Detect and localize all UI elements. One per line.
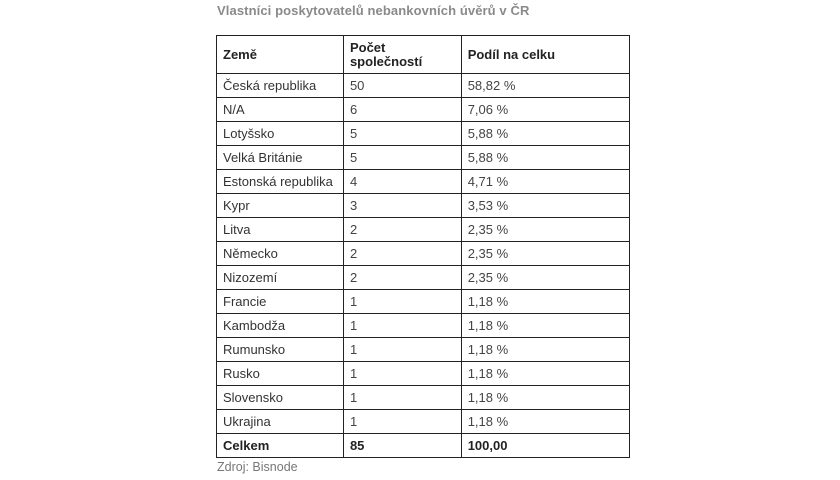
cell-country: Rumunsko — [217, 338, 344, 362]
table-row — [217, 242, 630, 266]
table-row — [217, 410, 630, 434]
table-row — [217, 98, 630, 122]
cell-country: Francie — [217, 290, 344, 314]
cell-country: Německo — [217, 242, 344, 266]
cell-share: 1,18 % — [461, 362, 629, 386]
table-row — [217, 266, 630, 290]
source-note: Zdroj: Bisnode — [217, 460, 298, 474]
cell-country: Kypr — [217, 194, 344, 218]
table-row — [217, 314, 630, 338]
cell-share: 1,18 % — [461, 410, 629, 434]
cell-share: 2,35 % — [461, 266, 629, 290]
cell-count: 2 — [343, 242, 461, 266]
cell-count: 1 — [343, 362, 461, 386]
cell-country: N/A — [217, 98, 344, 122]
cell-country: Česká republika — [217, 74, 344, 98]
table-row — [217, 338, 630, 362]
table-row — [217, 74, 630, 98]
cell-share: 2,35 % — [461, 242, 629, 266]
total-count: 85 — [343, 434, 461, 458]
cell-count: 5 — [343, 146, 461, 170]
cell-count: 5 — [343, 122, 461, 146]
table-row — [217, 290, 630, 314]
table-row — [217, 218, 630, 242]
cell-share: 1,18 % — [461, 386, 629, 410]
cell-share: 5,88 % — [461, 122, 629, 146]
cell-count: 4 — [343, 170, 461, 194]
table-body — [217, 74, 630, 434]
header-country: Země — [217, 36, 344, 74]
cell-country: Estonská republika — [217, 170, 344, 194]
cell-share: 2,35 % — [461, 218, 629, 242]
cell-country: Litva — [217, 218, 344, 242]
header-count-label: Počet společností — [349, 39, 423, 69]
cell-count: 3 — [343, 194, 461, 218]
cell-share: 3,53 % — [461, 194, 629, 218]
cell-count: 2 — [343, 266, 461, 290]
cell-share: 1,18 % — [461, 290, 629, 314]
cell-count: 1 — [343, 410, 461, 434]
table-row — [217, 122, 630, 146]
cell-share: 1,18 % — [461, 314, 629, 338]
cell-country: Slovensko — [217, 386, 344, 410]
cell-country: Rusko — [217, 362, 344, 386]
cell-share: 4,71 % — [461, 170, 629, 194]
table-header-row — [217, 36, 630, 74]
cell-count: 6 — [343, 98, 461, 122]
owners-table — [216, 35, 630, 458]
cell-share: 5,88 % — [461, 146, 629, 170]
cell-share: 1,18 % — [461, 338, 629, 362]
cell-country: Lotyšsko — [217, 122, 344, 146]
total-label: Celkem — [217, 434, 344, 458]
cell-share: 7,06 % — [461, 98, 629, 122]
cell-share: 58,82 % — [461, 74, 629, 98]
cell-count: 1 — [343, 290, 461, 314]
cell-count: 50 — [343, 74, 461, 98]
cell-country: Nizozemí — [217, 266, 344, 290]
table-row — [217, 170, 630, 194]
cell-count: 1 — [343, 338, 461, 362]
cell-count: 2 — [343, 218, 461, 242]
table-row — [217, 386, 630, 410]
cell-country: Kambodža — [217, 314, 344, 338]
table-row — [217, 194, 630, 218]
table-row — [217, 362, 630, 386]
table-total-row — [217, 434, 630, 458]
cell-country: Velká Británie — [217, 146, 344, 170]
cell-count: 1 — [343, 314, 461, 338]
cell-count: 1 — [343, 386, 461, 410]
header-share: Podíl na celku — [461, 36, 629, 74]
table-title: Vlastníci poskytovatelů nebankovních úvěrů v ČR — [217, 3, 530, 18]
cell-country: Ukrajina — [217, 410, 344, 434]
header-count — [343, 36, 461, 74]
table-row — [217, 146, 630, 170]
total-share: 100,00 — [461, 434, 629, 458]
